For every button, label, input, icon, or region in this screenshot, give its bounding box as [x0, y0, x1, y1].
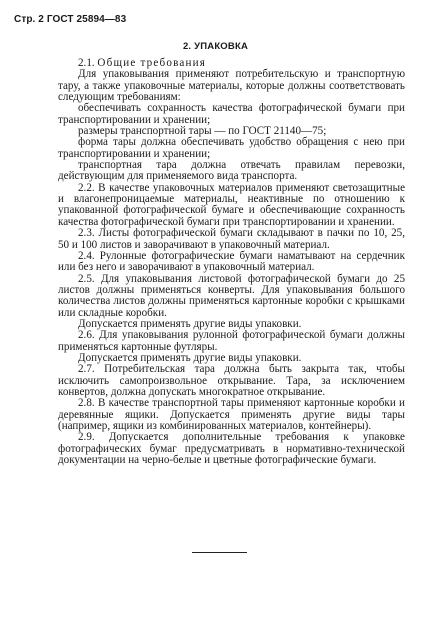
paragraph-2-9: 2.9. Допускается дополнительные требования к упаковке фотографических бумаг предусматривать в нормативно-технической документации на черно-белые и цветные фотографические бумаги. — [58, 431, 405, 467]
section-body — [58, 58, 405, 466]
paragraph-2-3: 2.3. Листы фотографической бумаги складывают в пачки по 10, 25, 50 и 100 листов и заворачивают в упаковочный материал. — [58, 227, 405, 251]
clause-heading: Общие требования — [97, 57, 207, 69]
paragraph-2-2: 2.2. В качестве упаковочных материалов применяют светозащитные и влагонепроницаемые материалы, неактивные по отношению к упакованной фотографической бумаге и обеспечивающие сохранность качества фотографической бумаги при транспортировании и хранении. — [58, 181, 405, 228]
paragraph: размеры транспортной тары — по ГОСТ 21140—75; — [78, 125, 327, 138]
page-header: Стр. 2 ГОСТ 25894—83 — [14, 14, 127, 25]
paragraph: Допускается применять другие виды упаковки. — [78, 351, 302, 364]
paragraph-2-5: 2.5. Для упаковывания листовой фотографической бумаги до 25 листов должны применяться конверты. Для упаковывания большого количества листов должны применяться картонные коробки с крышками или складные коробки. — [58, 272, 405, 319]
paragraph: транспортная тара должна отвечать правилам перевозки, действующим для применяемого вида транспорта. — [58, 159, 405, 183]
paragraph: обеспечивать сохранность качества фотографической бумаги при транспортировании и хранении; — [58, 102, 405, 126]
paragraph: Допускается применять другие виды упаковки. — [78, 317, 302, 330]
paragraph-2-7: 2.7. Потребительская тара должна быть закрыта так, чтобы исключить самопроизвольное открывание. Тара, за исключением конвертов, должна допускать многократное открывание. — [58, 363, 405, 398]
paragraph-2-8: 2.8. В качестве транспортной тары применяют картонные коробки и деревянные ящики. Допускается применять другие виды тары (например, ящики из комбинированных материалов, контейнеры). — [58, 397, 405, 432]
clause-number: 2.1. — [78, 57, 95, 69]
section-title: 2. УПАКОВКА — [182, 41, 249, 52]
paragraph-2-6: 2.6. Для упаковывания рулонной фотографической бумаги должны применяться картонные футляры. — [58, 329, 405, 353]
paragraph: Для упаковывания применяют потребительскую и транспортную тару, а также упаковочные материалы, которые должны соответствовать следующим требованиям: — [58, 68, 405, 104]
paragraph: форма тары должна обеспечивать удобство обращения с нею при транспортировании и хранении; — [58, 136, 405, 160]
paragraph-2-4: 2.4. Рулонные фотографические бумаги наматывают на сердечник или без него и заворачивают в упаковочный материал. — [58, 249, 405, 274]
end-divider — [192, 552, 247, 553]
